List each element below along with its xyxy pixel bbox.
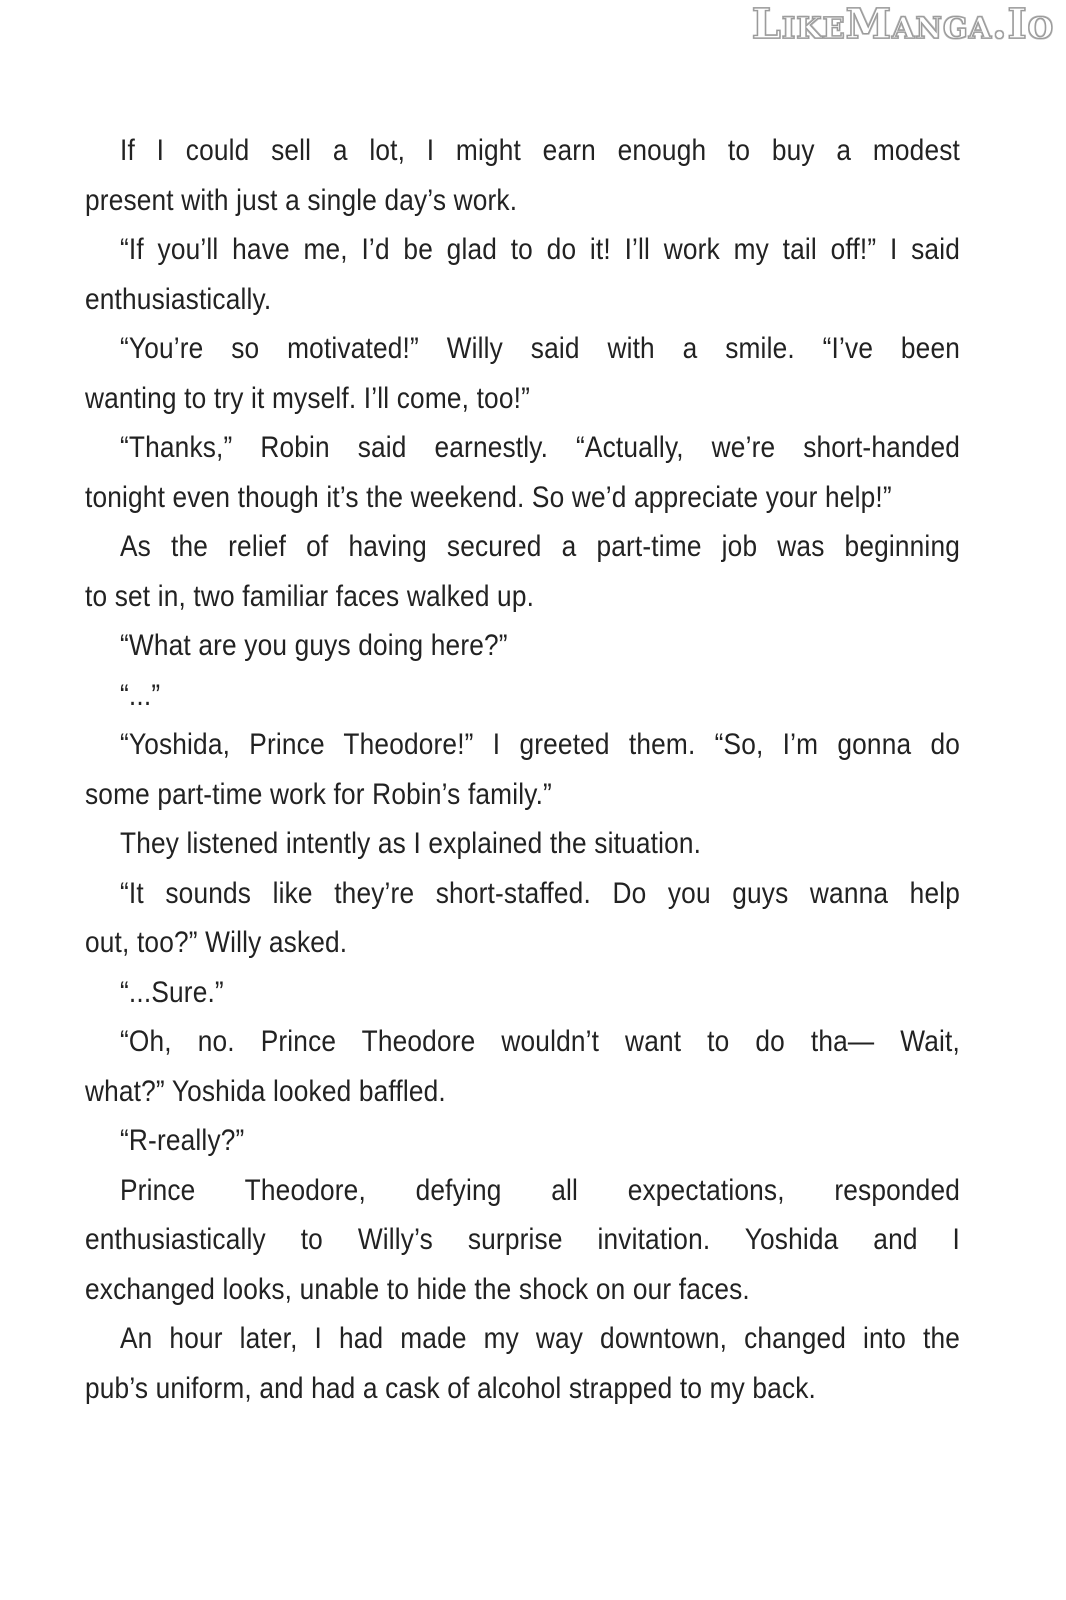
text-line: “Oh, no. Prince Theodore wouldn’t want to do tha— Wait, — [120, 1025, 960, 1058]
text-line: Prince Theodore, defying all expectations, responded — [120, 1173, 960, 1207]
page-text — [85, 126, 960, 1413]
text-line: pub’s uniform, and had a cask of alcohol strapped to my back. — [85, 1371, 817, 1405]
paragraph — [85, 324, 960, 423]
text-line: “...” — [120, 678, 161, 712]
paragraph — [85, 621, 960, 671]
text-line: “...Sure.” — [120, 975, 224, 1009]
text-line: tonight even though it’s the weekend. So we’d appreciate your help!” — [85, 480, 892, 514]
text-line: exchanged looks, unable to hide the shock on our faces. — [85, 1272, 750, 1306]
paragraph — [85, 968, 960, 1018]
text-line: “Thanks,” Robin said earnestly. “Actually, we’re short-handed — [120, 431, 960, 464]
text-line: An hour later, I had made my way downtown, changed into the — [120, 1322, 960, 1355]
text-line: to set in, two familiar faces walked up. — [85, 579, 535, 613]
text-line: wanting to try it myself. I’ll come, too!” — [85, 381, 530, 415]
text-line: “If you’ll have me, I’d be glad to do it! I’ll work my tail off!” I said — [120, 233, 960, 266]
text-line: “R-really?” — [120, 1124, 245, 1157]
paragraph — [85, 1017, 960, 1116]
text-line: As the relief of having secured a part-time job was beginning — [120, 530, 960, 563]
paragraph — [85, 1314, 960, 1413]
text-line: They listened intently as I explained the situation. — [120, 827, 702, 860]
text-line: what?” Yoshida looked baffled. — [85, 1074, 446, 1108]
paragraph — [85, 720, 960, 819]
text-line: enthusiastically. — [85, 282, 272, 316]
paragraph — [85, 1166, 960, 1315]
text-line: If I could sell a lot, I might earn enough to buy a modest — [120, 134, 960, 167]
text-line: “It sounds like they’re short-staffed. Do you guys wanna help — [120, 876, 960, 910]
text-line: out, too?” Willy asked. — [85, 926, 348, 959]
paragraph — [85, 225, 960, 324]
paragraph — [85, 522, 960, 621]
text-line: “You’re so motivated!” Willy said with a smile. “I’ve been — [120, 332, 960, 365]
paragraph — [85, 1116, 960, 1166]
text-line: “Yoshida, Prince Theodore!” I greeted them. “So, I’m gonna do — [120, 728, 960, 761]
paragraph — [85, 126, 960, 225]
paragraph — [85, 819, 960, 869]
watermark-logo: LikeManga.Io — [751, 0, 1054, 48]
text-line: enthusiastically to Willy’s surprise invitation. Yoshida and I — [85, 1223, 960, 1256]
text-line: some part-time work for Robin’s family.” — [85, 777, 552, 811]
paragraph — [85, 869, 960, 968]
text-line: present with just a single day’s work. — [85, 183, 518, 217]
text-line: “What are you guys doing here?” — [120, 629, 508, 662]
paragraph — [85, 671, 960, 721]
paragraph — [85, 423, 960, 522]
